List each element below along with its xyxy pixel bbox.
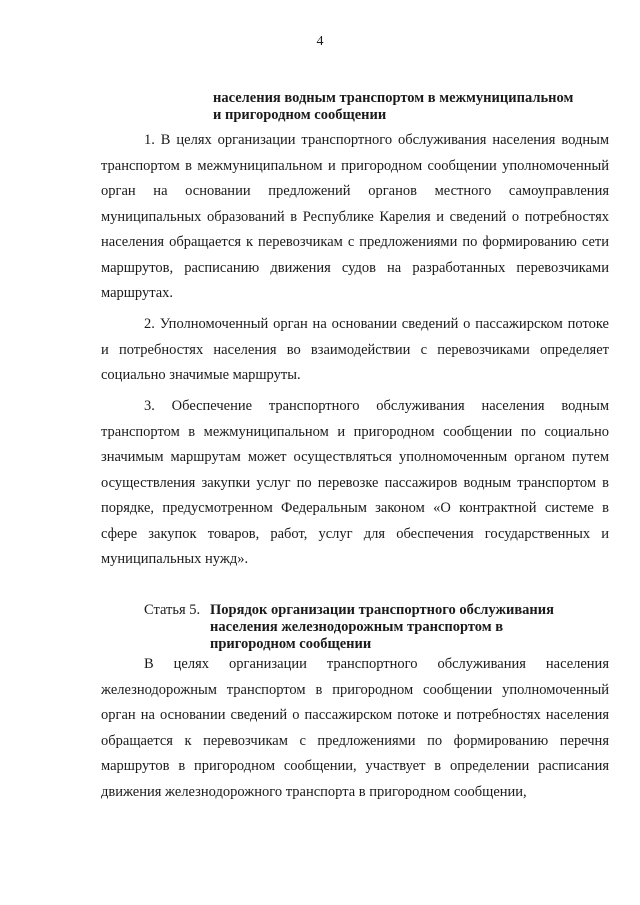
- heading-line-1: населения водным транспортом в межмуниципальном: [213, 90, 574, 106]
- article-label: Статья 5.: [144, 602, 201, 618]
- article-5-heading: [144, 602, 614, 653]
- article-title-line-2: населения железнодорожным транспортом в: [210, 619, 504, 635]
- article-title-line-3: пригородном сообщении: [210, 636, 372, 652]
- article-title: [210, 602, 610, 653]
- article-title-line-1: Порядок организации транспортного обслуживания: [210, 602, 554, 618]
- article-5-paragraph: В целях организации транспортного обслуживания населения железнодорожным транспортом в пригородном сообщении уполномоченный орган на основании сведений о пассажирском потоке и потребностях населения обращается к перевозчикам с предложениями по формированию перечня маршрутов в пригородном сообщении, участвует в определении расписания движения железнодорожного транспорта в пригородном сообщении,: [101, 656, 609, 800]
- heading-line-2: и пригородном сообщении: [213, 107, 387, 123]
- section-heading-continued: [213, 90, 613, 124]
- paragraph-1: 1. В целях организации транспортного обслуживания населения водным транспортом в межмуниципальном и пригородном сообщении уполномоченный орган на основании предложений органов местного самоуправления муниципальных образований в Республике Карелия и сведений о потребностях населения обращается к перевозчикам с предложениями по формированию сети маршрутов, расписанию движения судов на разработанных перевозчиками маршрутах.: [101, 132, 609, 301]
- paragraph-2: 2. Уполномоченный орган на основании сведений о пассажирском потоке и потребностях населения во взаимодействии с перевозчиками определяет социально значимые маршруты.: [101, 316, 609, 383]
- page-number: 4: [316, 34, 324, 49]
- paragraph-3: 3. Обеспечение транспортного обслуживания населения водным транспортом в межмуниципальном и пригородном сообщении по социально значимым маршрутам может осуществляться уполномоченным органом путем осуществления закупки услуг по перевозке пассажиров водным транспортом в порядке, предусмотренном Федеральным законом «О контрактной системе в сфере закупок товаров, работ, услуг для обеспечения государственных и муниципальных нужд».: [101, 398, 609, 567]
